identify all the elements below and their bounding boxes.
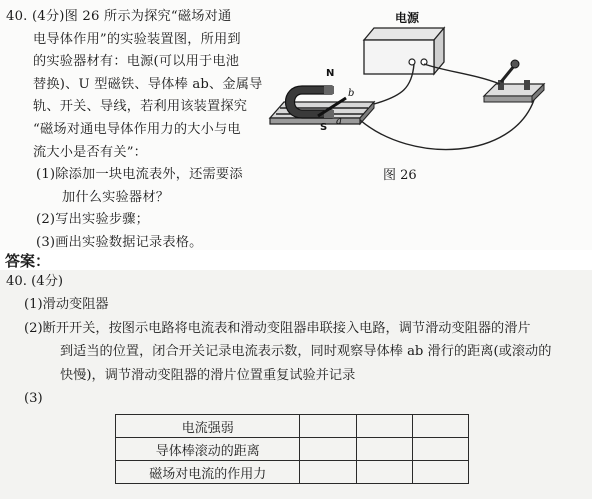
answer-line: 40. (4分) — [6, 274, 64, 289]
question-line: 40. (4分)图 26 所示为探究“磁场对通 — [6, 9, 232, 24]
question-line: 的实验器材有：电源(可以用于电池 — [33, 54, 240, 70]
answer-text — [6, 270, 586, 410]
magnet-s-label: S — [320, 122, 328, 133]
table-row-header: 电流强弱 — [116, 415, 300, 438]
power-label: 电源 — [395, 11, 420, 25]
wire-bottom — [360, 100, 534, 150]
figure-caption: 图 26 — [383, 168, 417, 183]
table-row-header: 导体棒滚动的距离 — [116, 438, 300, 461]
apparatus-figure — [262, 4, 584, 200]
table-row — [116, 461, 469, 484]
table-cell — [300, 438, 356, 461]
record-table — [115, 414, 469, 484]
question-line: 流大小是否有关”： — [33, 144, 148, 160]
question-line: (2)写出实验步骤； — [36, 212, 149, 228]
rod-a-label: a — [336, 116, 342, 127]
table-cell — [300, 461, 356, 484]
answer-line: 到适当的位置，闭合开关记录电流表示数，同时观察导体棒 ab 滑行的距离(或滚动的 — [60, 344, 552, 360]
answer-line: (1)滑动变阻器 — [24, 297, 109, 313]
table-row — [116, 415, 469, 438]
question-line: 替换)、U 型磁铁、导体棒 ab、金属导 — [33, 76, 263, 92]
table-cell — [356, 438, 412, 461]
table-cell — [356, 415, 412, 438]
rod-b-label: b — [348, 88, 355, 99]
table-cell — [412, 438, 468, 461]
answer-line: 快慢)，调节滑动变阻器的滑片位置重复试验并记录 — [60, 367, 356, 383]
question-text — [6, 6, 268, 255]
question-line: (1)除添加一块电流表外，还需要添 — [36, 167, 243, 183]
answer-label: 答案： — [5, 252, 51, 270]
question-line: “磁场对通电导体作用力的大小与电 — [33, 121, 241, 137]
table-cell — [412, 415, 468, 438]
question-line: (3)画出实验数据记录表格。 — [36, 234, 203, 250]
answer-line: (2)断开开关，按图示电路将电流表和滑动变阻器串联接入电路，调节滑动变阻器的滑片 — [24, 320, 531, 336]
question-line: 轨、开关、导线，若利用该装置探究 — [33, 99, 248, 115]
table-row — [116, 438, 469, 461]
table-cell — [356, 461, 412, 484]
question-line: 加什么实验器材？ — [62, 189, 170, 205]
question-line: 电导体作用”的实验装置图，所用到 — [33, 31, 241, 47]
table-cell — [412, 461, 468, 484]
table-row-header: 磁场对电流的作用力 — [116, 461, 300, 484]
magnet-n-label: N — [326, 68, 335, 79]
answer-line: (3) — [24, 391, 43, 407]
wire-mid — [424, 64, 500, 84]
table-cell — [300, 415, 356, 438]
